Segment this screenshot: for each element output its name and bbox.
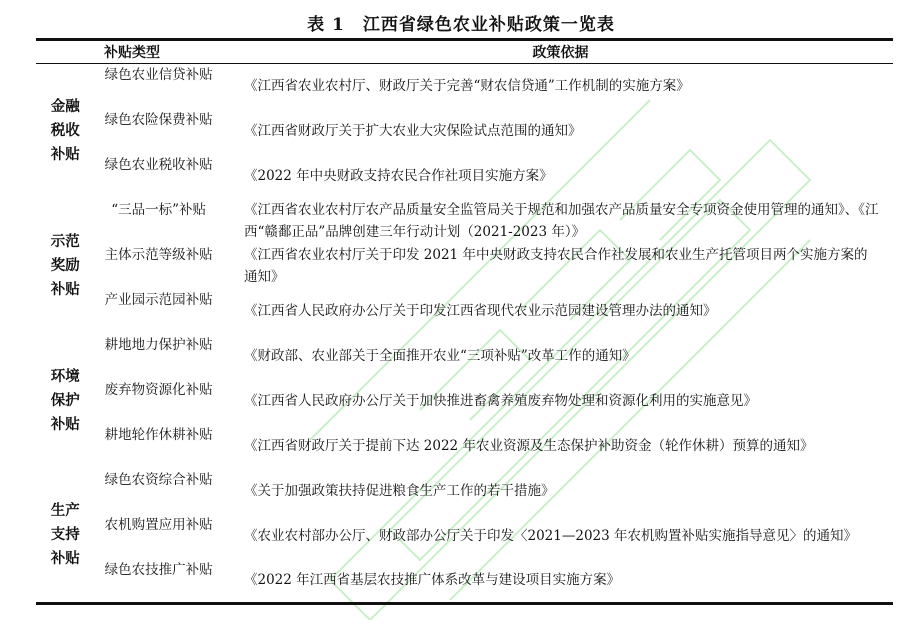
table-header-row [36, 40, 893, 64]
category-cell [36, 334, 95, 469]
category-label: 生产支持补贴 [50, 502, 80, 568]
subtype-label: 绿色农险保费补贴 [104, 111, 213, 128]
subtype-cell [95, 244, 228, 289]
subtype-cell [95, 559, 228, 604]
subtype-label: 耕地地力保护补贴 [104, 336, 213, 353]
policy-basis-cell: 《江西省农业农村厅农产品质量安全监管局关于规范和加强农产品质量安全专项资金使用管理的通知》、《江西“赣鄱正品”品牌创建三年行动计划（2021-2023 年）》 [244, 202, 879, 240]
subtype-cell [95, 514, 228, 559]
category-cell [36, 64, 95, 199]
subtype-label: 绿色农资综合补贴 [104, 471, 213, 488]
subtype-label: 绿色农技推广补贴 [104, 561, 213, 578]
policy-basis-cell: 《江西省农业农村厅、财政厅关于完善“财农信贷通”工作机制的实施方案》 [244, 78, 690, 95]
subtype-cell [95, 154, 228, 199]
subtype-cell [95, 469, 228, 514]
subtype-label: 耕地轮作休耕补贴 [104, 426, 213, 443]
subtype-cell [95, 379, 228, 424]
table-title: 表 1 江西省绿色农业补贴政策一览表 [307, 15, 615, 35]
subtype-label: 绿色农业信贷补贴 [104, 67, 213, 83]
table-row [36, 379, 893, 424]
policy-basis-cell: 《江西省农业农村厅关于印发 2021 年中央财政支持农民合作社发展和农业生产托管项目两个实施方案的通知》 [244, 247, 868, 285]
table-row [36, 334, 893, 379]
policy-basis-cell: 《2022 年中央财政支持农民合作社项目实施方案》 [244, 168, 553, 184]
table-row [36, 469, 893, 514]
subtype-cell [95, 199, 228, 244]
table-row [36, 109, 893, 154]
table-row [36, 154, 893, 199]
policy-basis-cell: 《江西省人民政府办公厅关于印发江西省现代农业示范园建设管理办法的通知》 [244, 303, 717, 319]
subtype-cell [95, 109, 228, 154]
subtype-label: 绿色农业税收补贴 [104, 156, 213, 173]
table-row [36, 64, 893, 109]
subtype-label: 废弃物资源化补贴 [104, 381, 213, 398]
table-row [36, 289, 893, 334]
policy-basis-cell: 《江西省人民政府办公厅关于加快推进畜禽养殖废弃物处理和资源化利用的实施意见》 [244, 393, 757, 409]
policy-basis-cell: 《江西省财政厅关于扩大农业大灾保险试点范围的通知》 [244, 123, 582, 139]
table-row [36, 424, 893, 469]
category-cell [36, 469, 95, 604]
subtype-label: 农机购置应用补贴 [104, 516, 213, 533]
policy-basis-cell: 《2022 年江西省基层农技推广体系改革与建设项目实施方案》 [244, 572, 621, 589]
table-row [36, 244, 893, 289]
policy-basis-cell: 《财政部、农业部关于全面推开农业“三项补贴”改革工作的通知》 [244, 348, 636, 364]
subtype-label: 产业园示范园补贴 [104, 291, 213, 308]
subsidy-policy-table [36, 38, 893, 605]
policy-basis-cell: 《农业农村部办公厅、财政部办公厅关于印发〈2021—2023 年农机购置补贴实施指导意见〉的通知》 [244, 528, 858, 544]
subtype-label: 主体示范等级补贴 [104, 246, 213, 263]
subtype-cell [95, 424, 228, 469]
header-subsidy-type: 补贴类型 [104, 45, 160, 61]
category-cell [36, 199, 95, 334]
table-row [36, 514, 893, 559]
category-label: 金融税收补贴 [50, 98, 80, 164]
subtype-cell [95, 334, 228, 379]
policy-basis-cell: 《江西省财政厅关于提前下达 2022 年农业资源及生态保护补助资金（轮作休耕）预算的通知》 [244, 438, 814, 454]
subtype-cell [95, 289, 228, 334]
table-row [36, 199, 893, 244]
policy-basis-cell: 《关于加强政策扶持促进粮食生产工作的若干措施》 [244, 483, 555, 499]
subtype-cell [95, 64, 228, 109]
header-policy-basis: 政策依据 [532, 45, 589, 61]
subtype-label: “三品一标”补贴 [111, 201, 207, 218]
category-label: 环境保护补贴 [50, 368, 80, 433]
category-label: 示范奖励补贴 [50, 233, 80, 298]
table-row [36, 559, 893, 604]
